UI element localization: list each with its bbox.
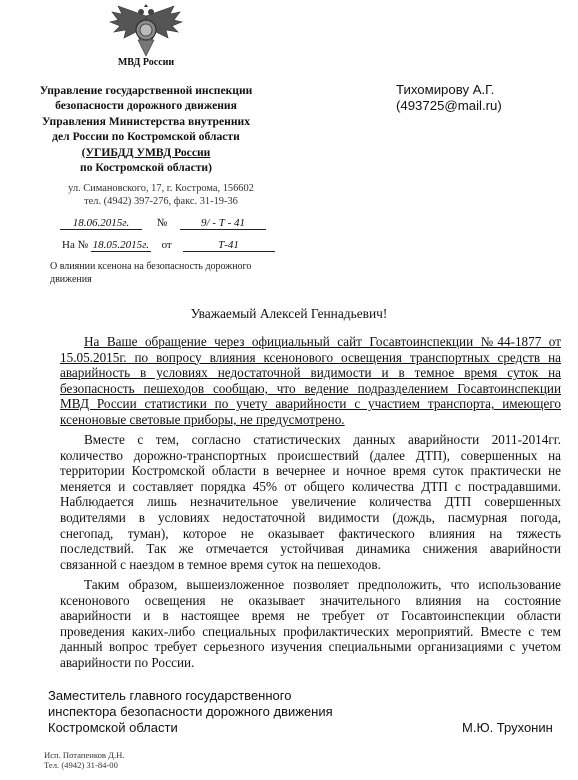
mvd-emblem-icon — [108, 4, 184, 58]
reference-from: от — [161, 239, 172, 251]
text-line: МВД России статистики по учету аварийности с участием транспорта, имеющего — [60, 396, 561, 412]
signatory-name: М.Ю. Трухонин — [462, 720, 553, 735]
emblem-caption: МВД России — [117, 57, 175, 68]
text-line: На Ваше обращение через официальный сайт Госавтоинспекции №44-1877 от — [84, 334, 561, 349]
org-line: дел России по Костромской области — [52, 130, 240, 144]
subject-line: О влиянии ксенона на безопасность дорожного — [50, 261, 252, 272]
number-sign: № — [156, 217, 168, 229]
paragraph-3 — [60, 577, 561, 671]
sender-organization — [30, 83, 262, 175]
text-line: данный вопрос требует серьезного изучения специальными организациями с учетом — [60, 639, 561, 655]
signatory-title — [48, 688, 333, 736]
text-line: связанной с наездом в темное время суток на пешеходов. — [60, 556, 381, 572]
letter-subject — [50, 260, 290, 286]
text-line: аварийность в условиях недостаточной видимости и в темное время суток на — [60, 365, 561, 381]
registration-date: 18.06.2015г. — [60, 217, 142, 230]
reference-prefix: На № — [62, 239, 89, 251]
reference-number: Т-41 — [183, 239, 275, 252]
text-line: снегопад, туман), которое не оказывает фактического влияния на тяжесть — [60, 525, 561, 541]
contact-line: тел. (4942) 397-276, факс. 31-19-36 — [84, 196, 238, 207]
org-line: безопасности дорожного движения — [55, 99, 237, 113]
text-line: аварийности и в настоящее время не требует от Госавтоинспекции области — [60, 608, 561, 624]
text-line: Вместе с тем, согласно статистических данных аварийности 2011-2014гг. — [84, 432, 561, 447]
paragraph-2 — [60, 432, 561, 572]
signatory-line: Костромской области — [48, 720, 178, 735]
org-line: по Костромской области) — [80, 161, 212, 175]
text-line: Наблюдается лишь незначительное увеличение количества ДТП совершенных — [60, 494, 561, 510]
text-line: количество дорожно-транспортных происшествий (далее ДТП), совершенных на — [60, 447, 561, 463]
recipient-name: Тихомирову А.Г. — [396, 82, 495, 97]
text-line: аварийности по России. — [60, 654, 195, 670]
text-line: ксеноновые световые приборы, не предусмотрено. — [60, 411, 345, 427]
signatory-line: Заместитель главного государственного — [48, 688, 292, 703]
text-line: меняется и составляет порядка 45% от общего количества ДТП с пострадавшими. — [60, 478, 561, 494]
text-line: проведения каких-либо специальных профилактических мероприятий. Вместе с тем — [60, 623, 561, 639]
executor-name: Исп. Потапенков Д.Н. — [44, 750, 125, 760]
text-line: водителями в условиях недостаточной видимости (дождь, пасмурная погода, — [60, 509, 561, 525]
text-line: 15.05.2015г. по вопросу влияния ксенонового освещения транспортных средств на — [60, 349, 561, 365]
reference-row — [62, 239, 275, 252]
executor-info — [44, 750, 125, 770]
org-line: (УГИБДД УМВД России — [81, 145, 211, 159]
org-line: Управление государственной инспекции — [39, 84, 253, 97]
text-line: последствий. Так же отмечается устойчивая динамика снижения аварийности — [60, 541, 561, 557]
text-line: ксенонового освещения не оказывает значительного влияния на состояние — [60, 592, 561, 608]
text-line: безопасность пешеходов сообщаю, что ведение подразделением Госавтоинспекции — [60, 380, 561, 396]
greeting: Уважаемый Алексей Геннадьевич! — [190, 306, 388, 321]
signatory-line: инспектора безопасности дорожного движения — [48, 704, 333, 719]
recipient-email: (493725@mail.ru) — [396, 98, 502, 113]
text-line: территории Костромской области в вечернее и ночное время суток практически не — [60, 463, 561, 479]
registration-number: 9/ - Т - 41 — [180, 217, 266, 230]
org-line: Управления Министерства внутренних — [42, 114, 250, 128]
sender-address — [56, 182, 266, 208]
text-line: Таким образом, вышеизложенное позволяет предположить, что использование — [84, 577, 561, 592]
executor-phone: Тел. (4942) 31-84-00 — [44, 760, 118, 770]
address-line: ул. Симановского, 17, г. Кострома, 156602 — [68, 183, 254, 194]
reference-date: 18.05.2015г. — [92, 239, 150, 251]
subject-line: движения — [50, 274, 92, 285]
registration-row — [60, 217, 266, 230]
paragraph-1 — [60, 334, 561, 428]
recipient-block — [396, 82, 502, 114]
